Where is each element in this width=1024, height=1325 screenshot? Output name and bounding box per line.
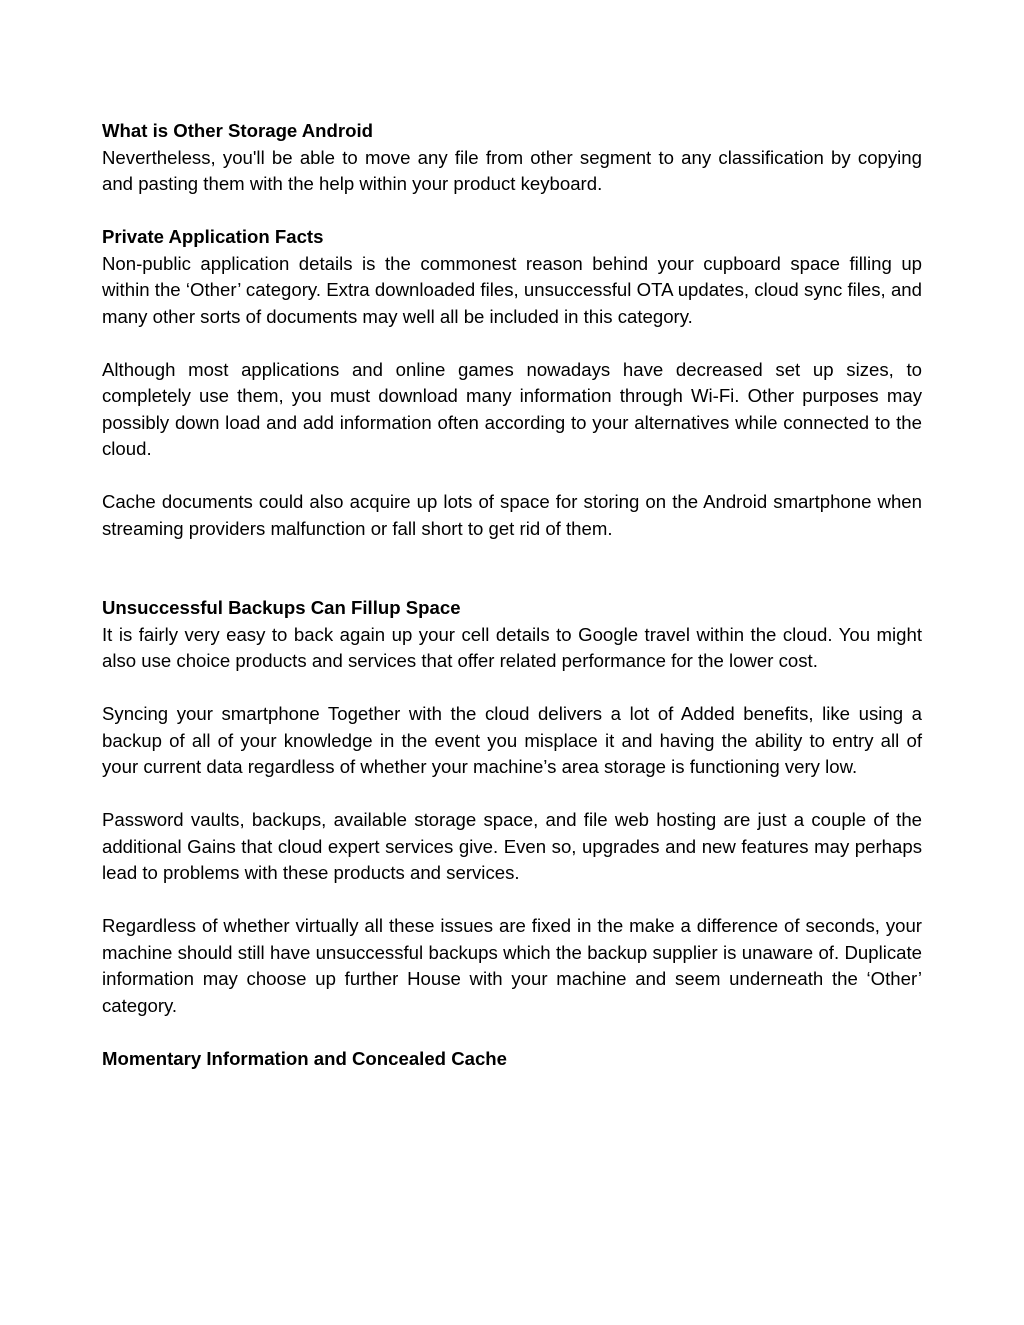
paragraph: Syncing your smartphone Together with the cloud delivers a lot of Added benefits, like using a backup of all of your knowledge in the event you misplace it and having the ability to entry all of your current data regardless of whether your machine’s area storage is functioning very low. [102,703,922,777]
paragraph: Although most applications and online games nowadays have decreased set up sizes, to completely use them, you must download many information through Wi-Fi. Other purposes may possibly down load and add information often according to your alternatives while connected to the cloud. [102,358,922,459]
section-heading-unsuccessful-backups: Unsuccessful Backups Can Fillup Space [102,597,461,618]
paragraph: Non-public application details is the commonest reason behind your cupboard space filling up within the ‘Other’ category. Extra downloaded files, unsuccessful OTA updates, cloud sync files, and many other sorts of documents may well all be included in this category. [102,252,922,327]
paragraph: Password vaults, backups, available storage space, and file web hosting are just a couple of the additional Gains that cloud expert services give. Even so, upgrades and new features may perhaps lead to problems with these products and services. [102,809,922,883]
section-heading-other-storage: What is Other Storage Android [102,120,373,141]
paragraph: Regardless of whether virtually all these issues are fixed in the make a difference of seconds, your machine should still have unsuccessful backups which the backup supplier is unaware of. Duplicate information may choose up further House with your machine and seem underneath the ‘Other’ category. [102,915,922,1016]
paragraph-spacer [102,542,922,595]
paragraph: It is fairly very easy to back again up your cell details to Google travel within the cloud. You might also use choice products and services that offer related performance for the lower cost. [102,623,922,671]
paragraph-spacer [102,463,922,490]
section-heading-momentary-information: Momentary Information and Concealed Cache [102,1047,508,1069]
paragraph-spacer [102,887,922,914]
paragraph-spacer [102,781,922,808]
paragraph-spacer [102,675,922,702]
document-page [102,118,922,1072]
paragraph-spacer [102,330,922,357]
paragraph-spacer [102,198,922,225]
paragraph-spacer [102,1019,922,1046]
paragraph: Cache documents could also acquire up lots of space for storing on the Android smartphone when streaming providers malfunction or fall short to get rid of them. [102,491,922,539]
paragraph: Nevertheless, you'll be able to move any file from other segment to any classification by copying and pasting them with the help within your product keyboard. [102,146,922,194]
section-heading-private-application-facts: Private Application Facts [102,226,324,247]
